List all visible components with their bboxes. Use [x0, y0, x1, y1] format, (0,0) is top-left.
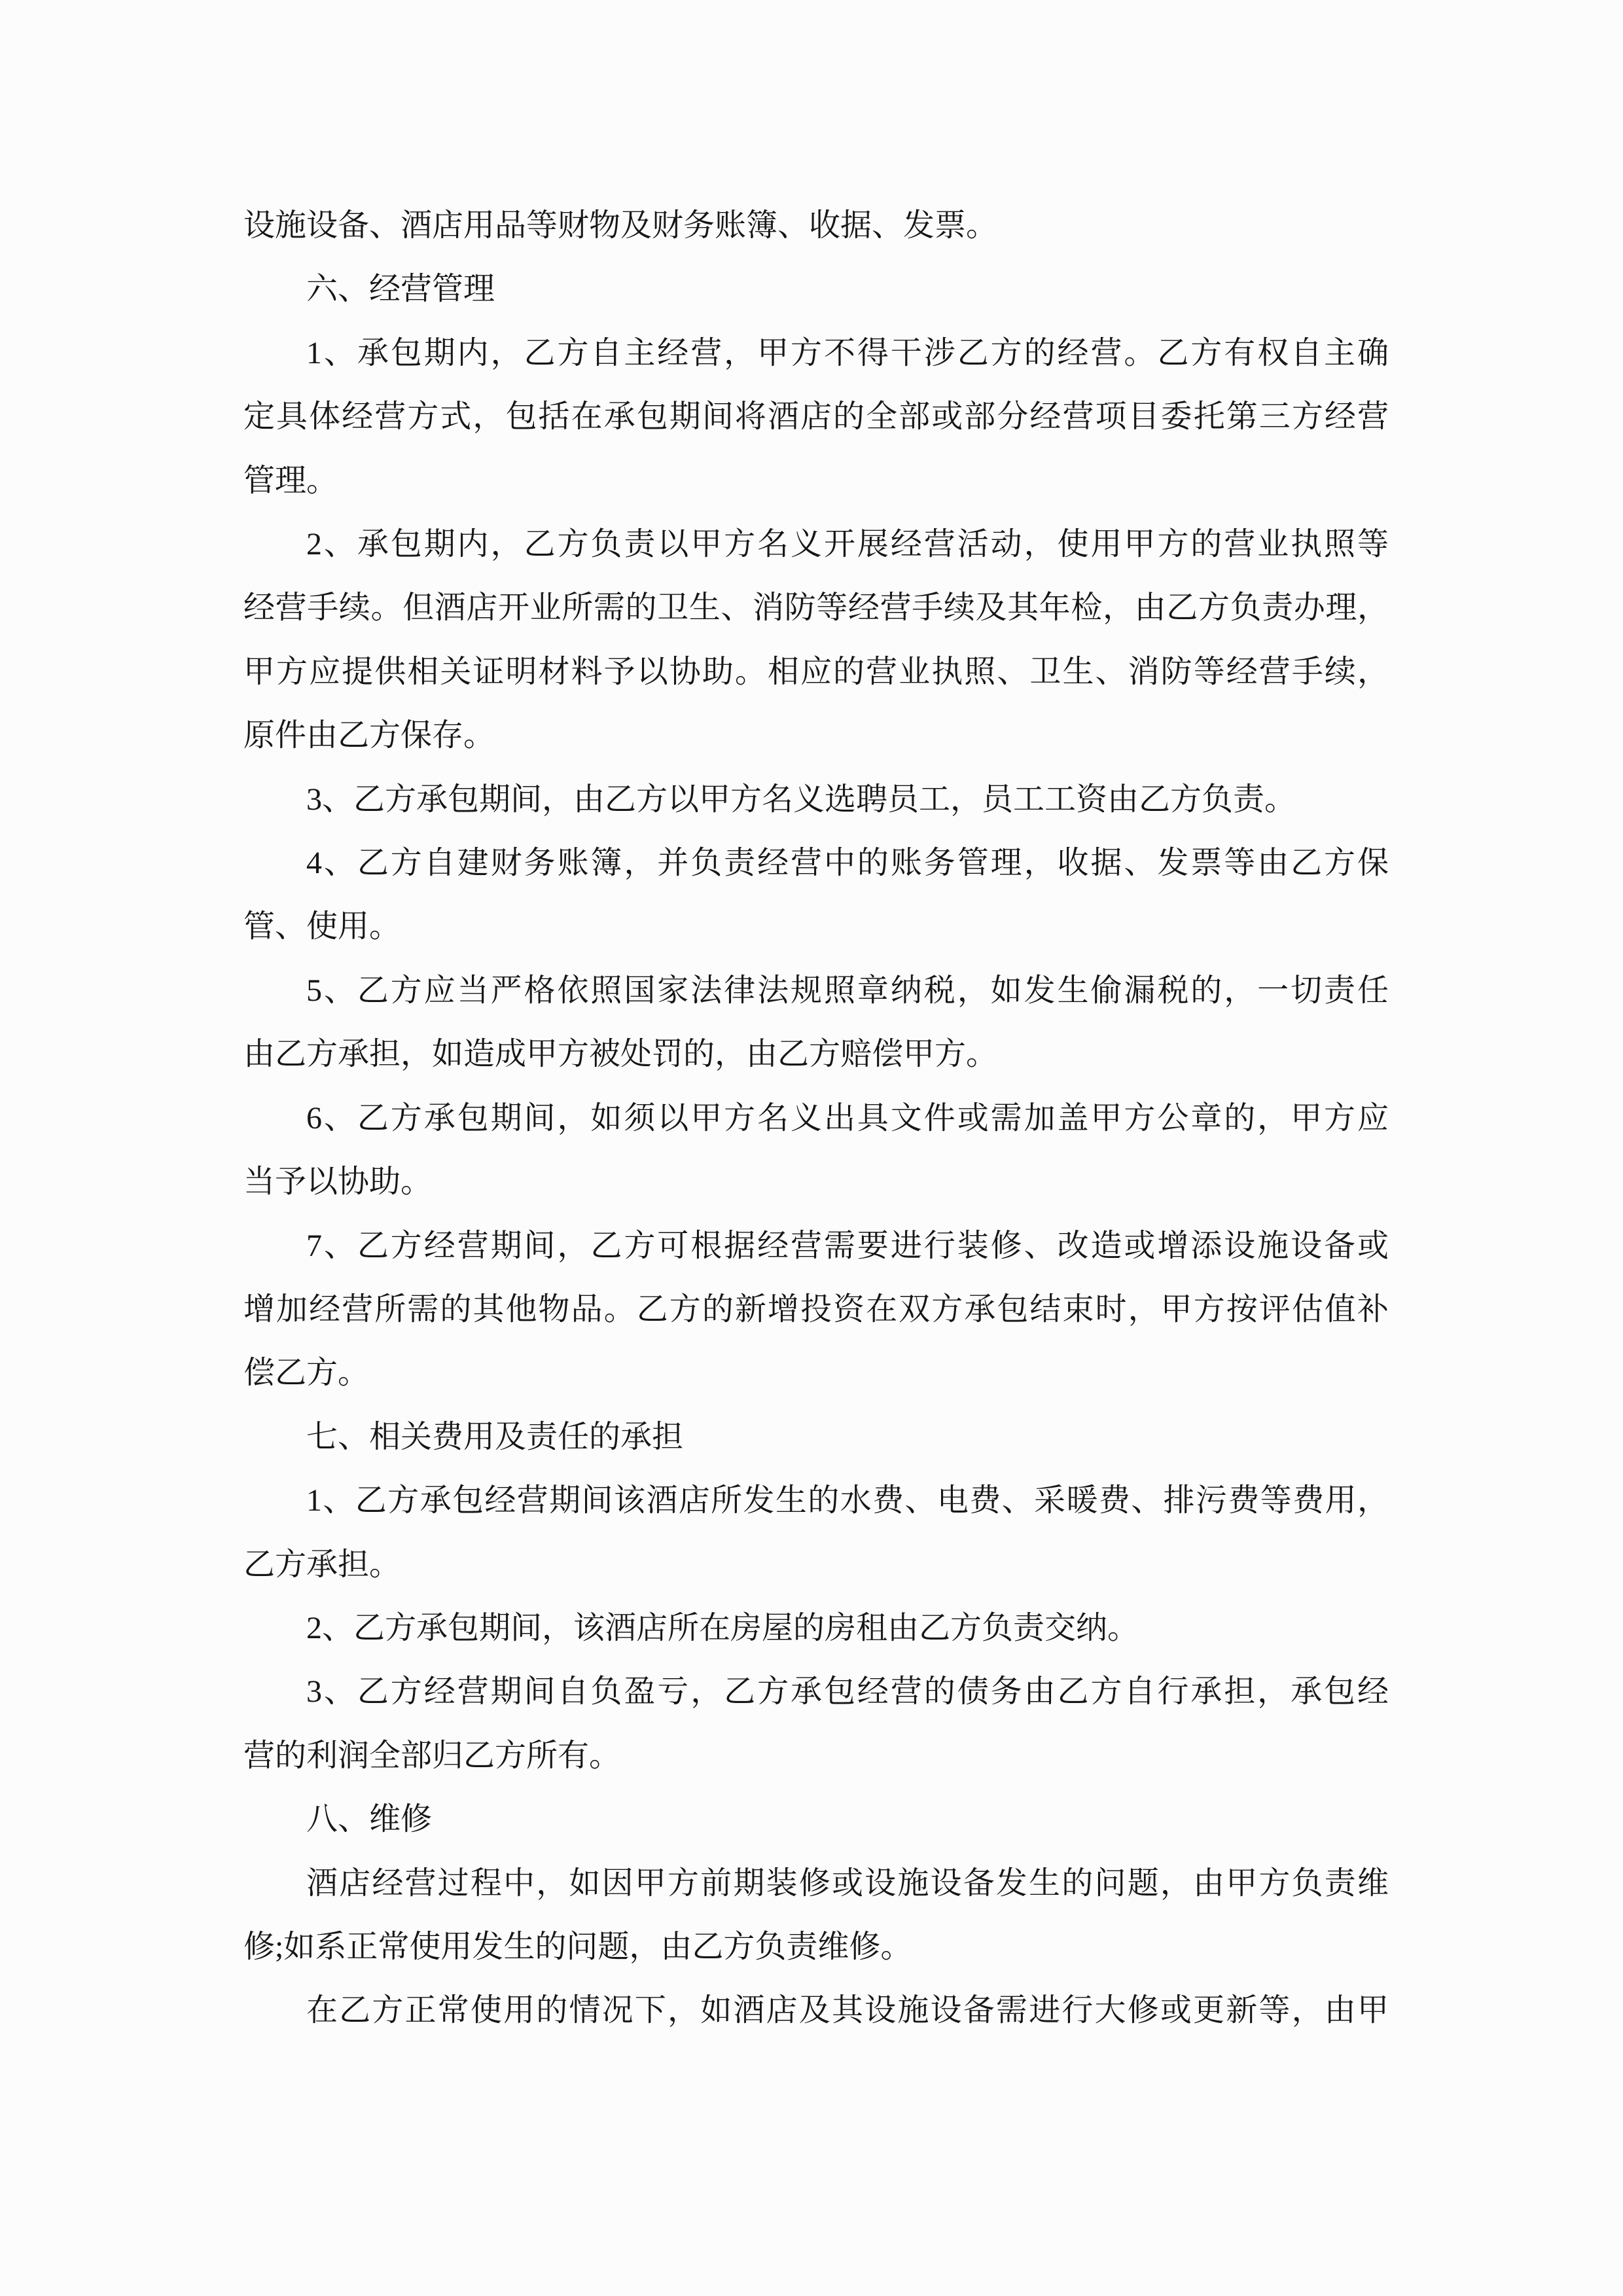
doc-line: 2、乙方承包期间，该酒店所在房屋的房租由乙方负责交纳。: [306, 1610, 1139, 1645]
doc-line: 乙方承担。: [243, 1547, 401, 1582]
doc-line: 4、乙方自建财务账簿，并负责经营中的账务管理，收据、发票等由乙方保: [306, 846, 1389, 881]
doc-line: 1、承包期内，乙方自主经营，甲方不得干涉乙方的经营。乙方有权自主确: [306, 335, 1389, 370]
doc-line: 管、使用。: [243, 909, 401, 944]
doc-line: 6、乙方承包期间，如须以甲方名义出具文件或需加盖甲方公章的，甲方应: [306, 1100, 1389, 1136]
doc-line: 修;如系正常使用发生的问题，由乙方负责维修。: [243, 1929, 912, 1964]
doc-line: 5、乙方应当严格依照国家法律法规照章纳税，如发生偷漏税的，一切责任: [306, 973, 1389, 1008]
doc-line: 原件由乙方保存。: [243, 718, 495, 753]
doc-line: 3、乙方承包期间，由乙方以甲方名义选聘员工，员工工资由乙方负责。: [306, 781, 1296, 817]
doc-line: 增加经营所需的其他物品。乙方的新增投资在双方承包结束时，甲方按评估值补: [243, 1291, 1389, 1327]
doc-line: 管理。: [243, 463, 338, 498]
doc-line: 1、乙方承包经营期间该酒店所发生的水费、电费、采暖费、排污费等费用，: [306, 1483, 1389, 1518]
doc-line: 偿乙方。: [243, 1355, 370, 1391]
section-heading: 七、相关费用及责任的承担: [306, 1419, 684, 1454]
doc-line: 由乙方承担，如造成甲方被处罚的，由乙方赔偿甲方。: [243, 1037, 998, 1072]
section-heading: 八、维修: [306, 1802, 433, 1837]
doc-line: 7、乙方经营期间，乙方可根据经营需要进行装修、改造或增添设施设备或: [306, 1228, 1389, 1263]
contract-text-block: [243, 194, 1389, 2043]
doc-line: 营的利润全部归乙方所有。: [243, 1738, 621, 1773]
doc-line: 在乙方正常使用的情况下，如酒店及其设施设备需进行大修或更新等，由甲: [306, 1993, 1389, 2028]
section-heading: 六、经营管理: [306, 272, 495, 307]
doc-line: 当予以协助。: [243, 1164, 433, 1200]
doc-line: 甲方应提供相关证明材料予以协助。相应的营业执照、卫生、消防等经营手续，: [243, 654, 1389, 689]
doc-line: 酒店经营过程中，如因甲方前期装修或设施设备发生的问题，由甲方负责维: [306, 1865, 1389, 1901]
doc-line: 2、承包期内，乙方负责以甲方名义开展经营活动，使用甲方的营业执照等: [306, 527, 1389, 562]
doc-line: 经营手续。但酒店开业所需的卫生、消防等经营手续及其年检，由乙方负责办理，: [243, 590, 1389, 626]
doc-line: 设施设备、酒店用品等财物及财务账簿、收据、发票。: [243, 208, 998, 243]
doc-line: 3、乙方经营期间自负盈亏，乙方承包经营的债务由乙方自行承担，承包经: [306, 1674, 1389, 1710]
doc-line: 定具体经营方式，包括在承包期间将酒店的全部或部分经营项目委托第三方经营: [243, 399, 1389, 435]
